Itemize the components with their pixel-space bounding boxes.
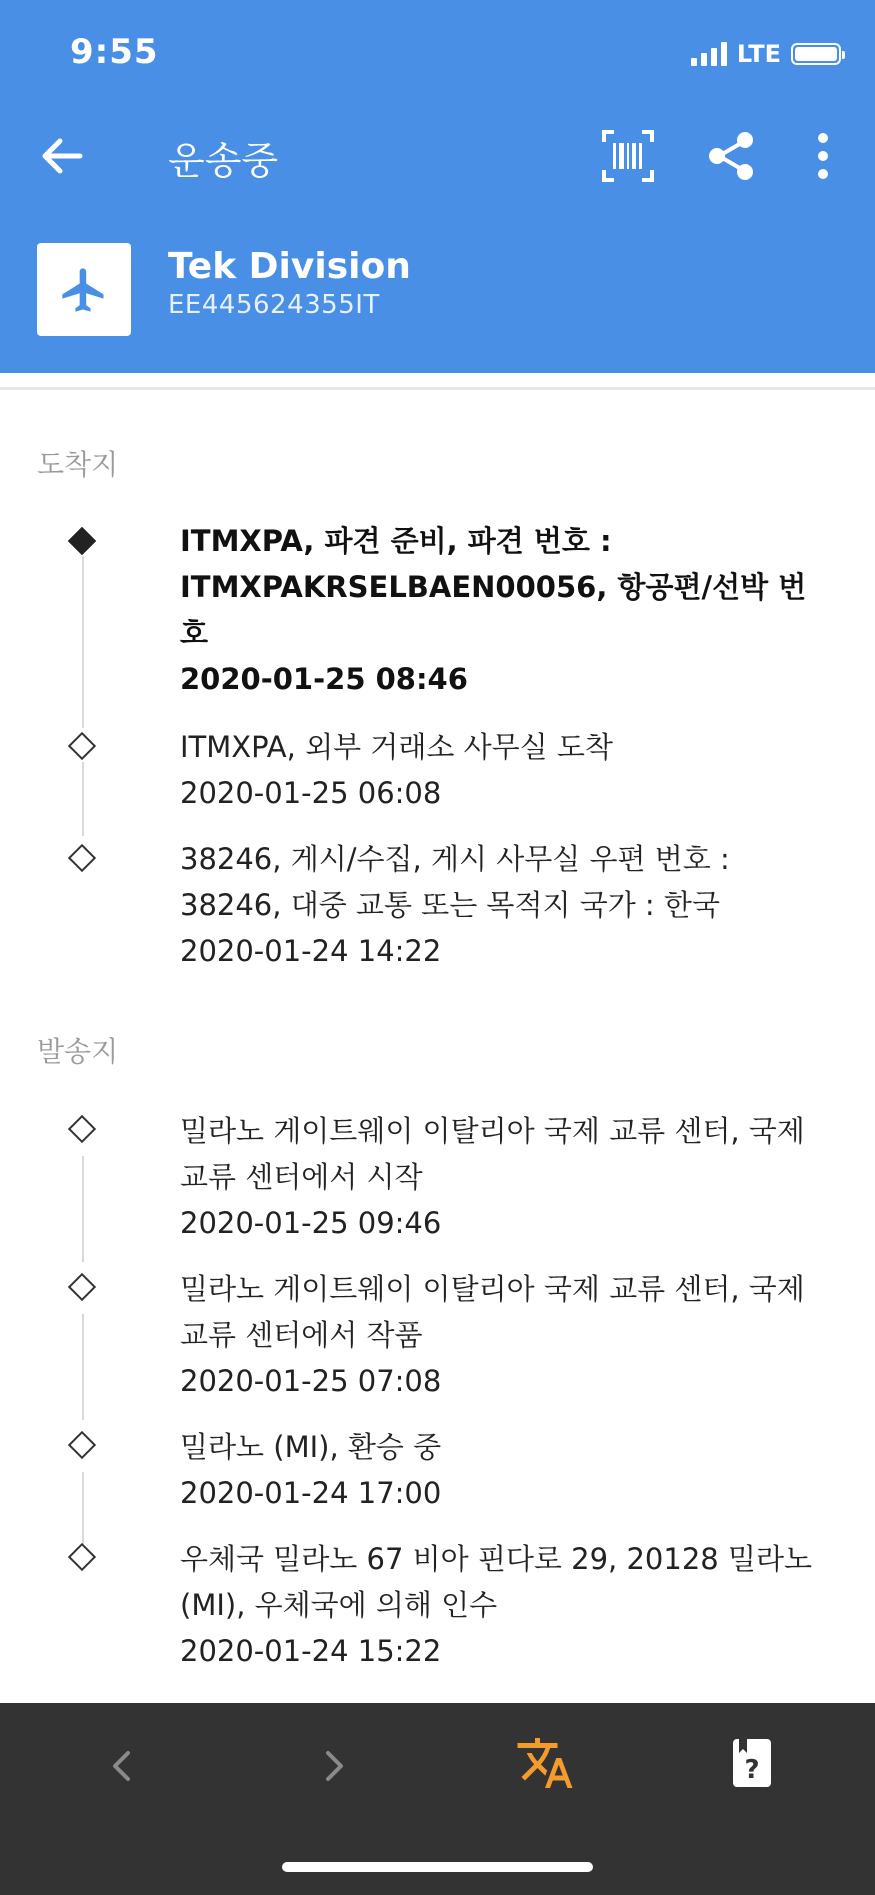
status-time: 9:55 (70, 32, 159, 72)
timeline-marker (68, 732, 96, 760)
barcode-scan-icon (600, 128, 656, 184)
timeline-event (180, 1108, 830, 1246)
next-button[interactable] (310, 1743, 356, 1789)
status-indicators (691, 40, 841, 68)
event-datetime: 2020-01-24 17:00 (180, 1476, 442, 1510)
timeline-line (82, 1156, 84, 1262)
barcode-scan-button[interactable] (600, 128, 656, 184)
share-icon (703, 128, 759, 184)
package-name: Tek Division (168, 246, 411, 287)
back-button[interactable] (34, 128, 90, 184)
app-header (0, 0, 875, 373)
timeline-line (82, 1472, 84, 1548)
event-description: 우체국 밀라노 67 비아 핀다로 29, 20128 밀라노 (MI), 우체국에 의해 인수 (180, 1542, 812, 1622)
timeline-line (82, 762, 84, 836)
package-type-badge (37, 243, 131, 336)
previous-button[interactable] (100, 1743, 146, 1789)
page-title: 운송중 (168, 139, 279, 183)
timeline-line (82, 1314, 84, 1420)
help-button[interactable] (727, 1733, 777, 1793)
timeline-marker (68, 1543, 96, 1571)
event-description: 밀라노 게이트웨이 이탈리아 국제 교류 센터, 국제 교류 센터에서 작품 (180, 1272, 805, 1352)
more-vertical-icon (808, 128, 838, 184)
event-description: 38246, 게시/수집, 게시 사무실 우편 번호 : 38246, 대중 교통 또는 목적지 국가 : 한국 (180, 842, 730, 922)
timeline-marker-current (68, 527, 96, 555)
chevron-right-icon (310, 1743, 356, 1789)
timeline-line (82, 556, 84, 728)
tracking-number: EE445624355IT (168, 290, 380, 320)
timeline-event (180, 724, 830, 816)
timeline-event (180, 1266, 830, 1404)
event-datetime: 2020-01-24 15:22 (180, 1634, 442, 1668)
toolbar (0, 108, 875, 198)
timeline-event (180, 836, 830, 974)
timeline-event (180, 1536, 830, 1674)
translate-icon (515, 1733, 575, 1793)
timeline-event (180, 518, 830, 702)
chevron-left-icon (100, 1743, 146, 1789)
timeline-marker (68, 844, 96, 872)
timeline-marker (68, 1431, 96, 1459)
timeline-event (180, 1424, 830, 1516)
event-datetime: 2020-01-25 08:46 (180, 662, 468, 696)
event-datetime: 2020-01-25 06:08 (180, 776, 442, 810)
event-datetime: 2020-01-25 07:08 (180, 1364, 442, 1398)
event-datetime: 2020-01-24 14:22 (180, 934, 442, 968)
help-card-icon (727, 1733, 777, 1793)
battery-icon (791, 43, 841, 65)
event-description: ITMXPA, 파견 준비, 파견 번호 : ITMXPAKRSELBAEN00056, 항공편/선박 번호 (180, 524, 807, 650)
more-options-button[interactable] (808, 128, 838, 184)
section-label-destination: 도착지 (37, 448, 119, 481)
svg-text:?: ? (744, 1755, 760, 1785)
home-indicator[interactable] (282, 1862, 593, 1872)
event-description: 밀라노 (MI), 환승 중 (180, 1430, 442, 1464)
section-label-origin: 발송지 (37, 1035, 119, 1068)
airplane-icon (58, 264, 110, 316)
timeline-marker (68, 1115, 96, 1143)
translate-button[interactable] (515, 1733, 575, 1793)
event-description: 밀라노 게이트웨이 이탈리아 국제 교류 센터, 국제 교류 센터에서 시작 (180, 1114, 805, 1194)
arrow-left-icon (34, 128, 90, 184)
timeline-marker (68, 1273, 96, 1301)
header-divider (0, 387, 875, 390)
share-button[interactable] (703, 128, 759, 184)
signal-icon (691, 42, 727, 66)
network-type: LTE (736, 40, 781, 68)
event-description: ITMXPA, 외부 거래소 사무실 도착 (180, 730, 613, 764)
event-datetime: 2020-01-25 09:46 (180, 1206, 442, 1240)
